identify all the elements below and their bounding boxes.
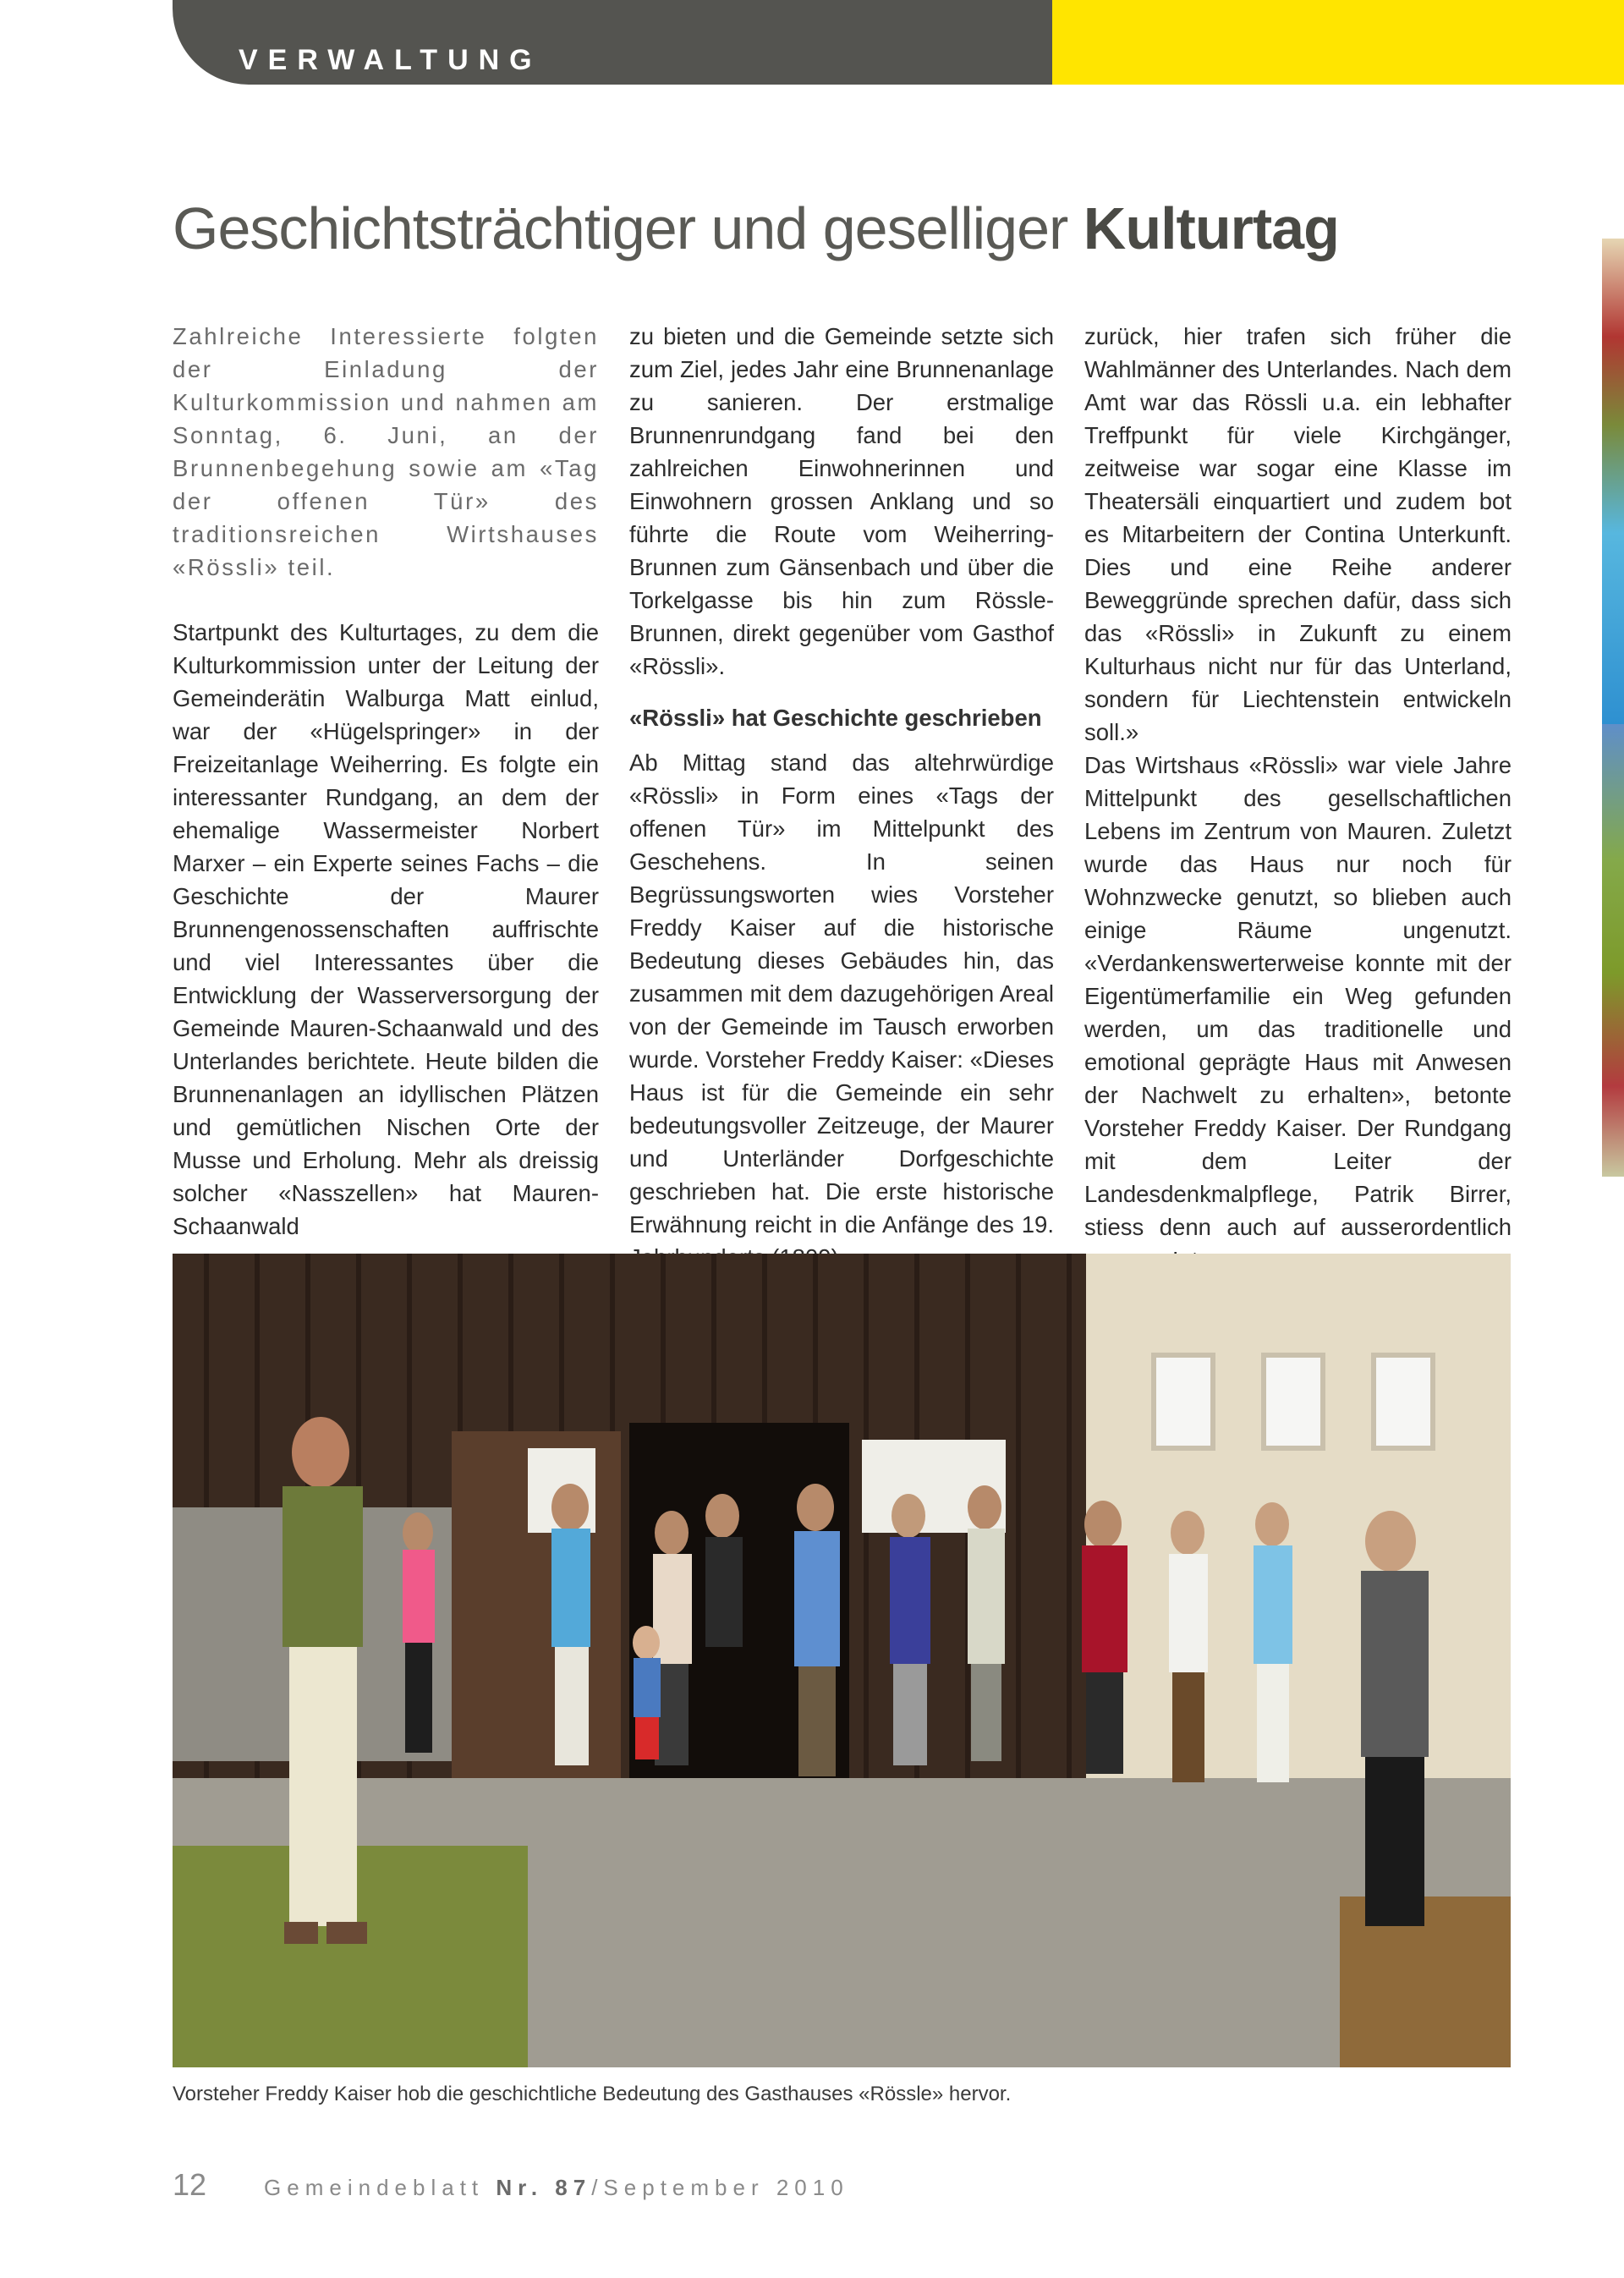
publication-name: Gemeindeblatt [264, 2175, 497, 2200]
article-column-2 [629, 320, 1054, 1274]
article-lead: Zahlreiche Interessierte folgten der Einladung der Kulturkommission und nahmen am Sonntag, 6. Juni, an der Brunnenbegehung sowie am «Tag der offenen Tür» des traditionsreichen Wirtshauses «Rössli» teil. [173, 323, 599, 580]
article-paragraph: zu bieten und die Gemeinde setzte sich zum Ziel, jedes Jahr eine Brunnenanlage zu sanieren. Der erstmalige Brunnenrundgang fand bei den zahlreichen Einwohnerinnen und Einwohnern grossen Anklang und so führte die Route vom Weiherring-Brunnen zum Gänsenbach und über die Torkelgasse bis hin zum Rössle-Brunnen, direkt gegenüber vom Gasthof «Rössli». [629, 323, 1054, 679]
photo-caption: Vorsteher Freddy Kaiser hob die geschichtliche Bedeutung des Gasthauses «Rössle» hervor. [173, 2083, 1012, 2105]
article-subheading: «Rössli» hat Geschichte geschrieben [629, 705, 1042, 731]
article-title [173, 195, 1339, 262]
page-number: 12 [173, 2167, 207, 2202]
article-column-3 [1084, 320, 1512, 1276]
issue-label: Nr. 87 [496, 2175, 592, 2200]
title-light: Geschichtsträchtiger und geselliger [173, 195, 1084, 261]
edge-photo-bottom [1602, 724, 1624, 1177]
title-bold: Kulturtag [1083, 195, 1339, 261]
article-paragraph: Startpunkt des Kulturtages, zu dem die Kulturkommission unter der Leitung der Gemeinderätin Walburga Matt einlud, war der «Hügelspringer» in der Freizeitanlage Weiherring. Es folgte ein interessanter Rundgang, an dem der ehemalige Wassermeister Norbert Marxer – ein Experte seines Fachs – die Geschichte der Maurer Brunnengenossenschaften auffrischte und viel Interessantes über die Entwicklung der Wasserversorgung der Gemeinde Mauren-Schaanwald und des Unterlandes berichtete. Heute bilden die Brunnenanlagen an idyllischen Plätzen und gemütlichen Nischen Orte der Musse und Erholung. Mehr als dreissig solcher «Nasszellen» hat Mauren-Schaanwald [173, 619, 599, 1239]
article-photo [173, 1254, 1511, 2067]
page-footer [173, 2167, 849, 2203]
article-paragraph: Ab Mittag stand das altehrwürdige «Rössli» in Form eines «Tags der offenen Tür» im Mittelpunkt des Geschehens. In seinen Begrüssungsworten wies Vorsteher Freddy Kaiser auf die historische Bedeutung dieses Gebäudes hin, das zusammen mit dem dazugehörigen Areal von der Gemeinde im Tausch erworben wurde. Vorsteher Freddy Kaiser: «Dieses Haus ist für die Gemeinde ein sehr bedeutungsvoller Zeitzeuge, der Maurer und Unterländer Dorfgeschichte geschrieben hat. Die erste historische Erwähnung reicht in die Anfänge des 19. [629, 749, 1054, 1238]
article-paragraph: zurück, hier trafen sich früher die Wahlmänner des Unterlandes. Nach dem Amt war das Rössli u.a. ein lebhafter Treffpunkt für viele Kirchgänger, zeitweise war sogar eine Klasse im Theatersäli einquartiert und zudem bot es Mitarbeitern der Contina Unterkunft. Dies und eine Reihe anderer Beweggründe sprechen dafür, dass sich das «Rössli» in Zukunft zu einem Kulturhaus nicht nur für das Unterland, sondern für Liechtenstein entwickeln soll.» [1084, 323, 1512, 745]
article-column-1 [173, 320, 599, 1243]
issue-date: /September 2010 [591, 2175, 849, 2200]
section-label: VERWALTUNG [239, 44, 542, 76]
edge-photo-top [1602, 239, 1624, 729]
article-paragraph: Das Wirtshaus «Rössli» war viele Jahre Mittelpunkt des gesellschaftlichen Lebens im Zentrum von Mauren. Zuletzt wurde das Haus nur noch für Wohnzwecke genutzt, so blieben auch einige Räume ungenutzt. «Verdankenswerterweise konnte mit der Eigentümerfamilie ein Weg gefunden werden, um das traditionelle und emotional geprägte Haus mit Anwesen der Nachwelt zu erhalten», betonte Vorsteher Freddy Kaiser. Der Rundgang mit dem Leiter der Landesdenkmalpflege, Patrik Birrer, stiess denn auch auf ausserordentlich [1084, 752, 1512, 1240]
header-accent-block [1052, 0, 1624, 85]
